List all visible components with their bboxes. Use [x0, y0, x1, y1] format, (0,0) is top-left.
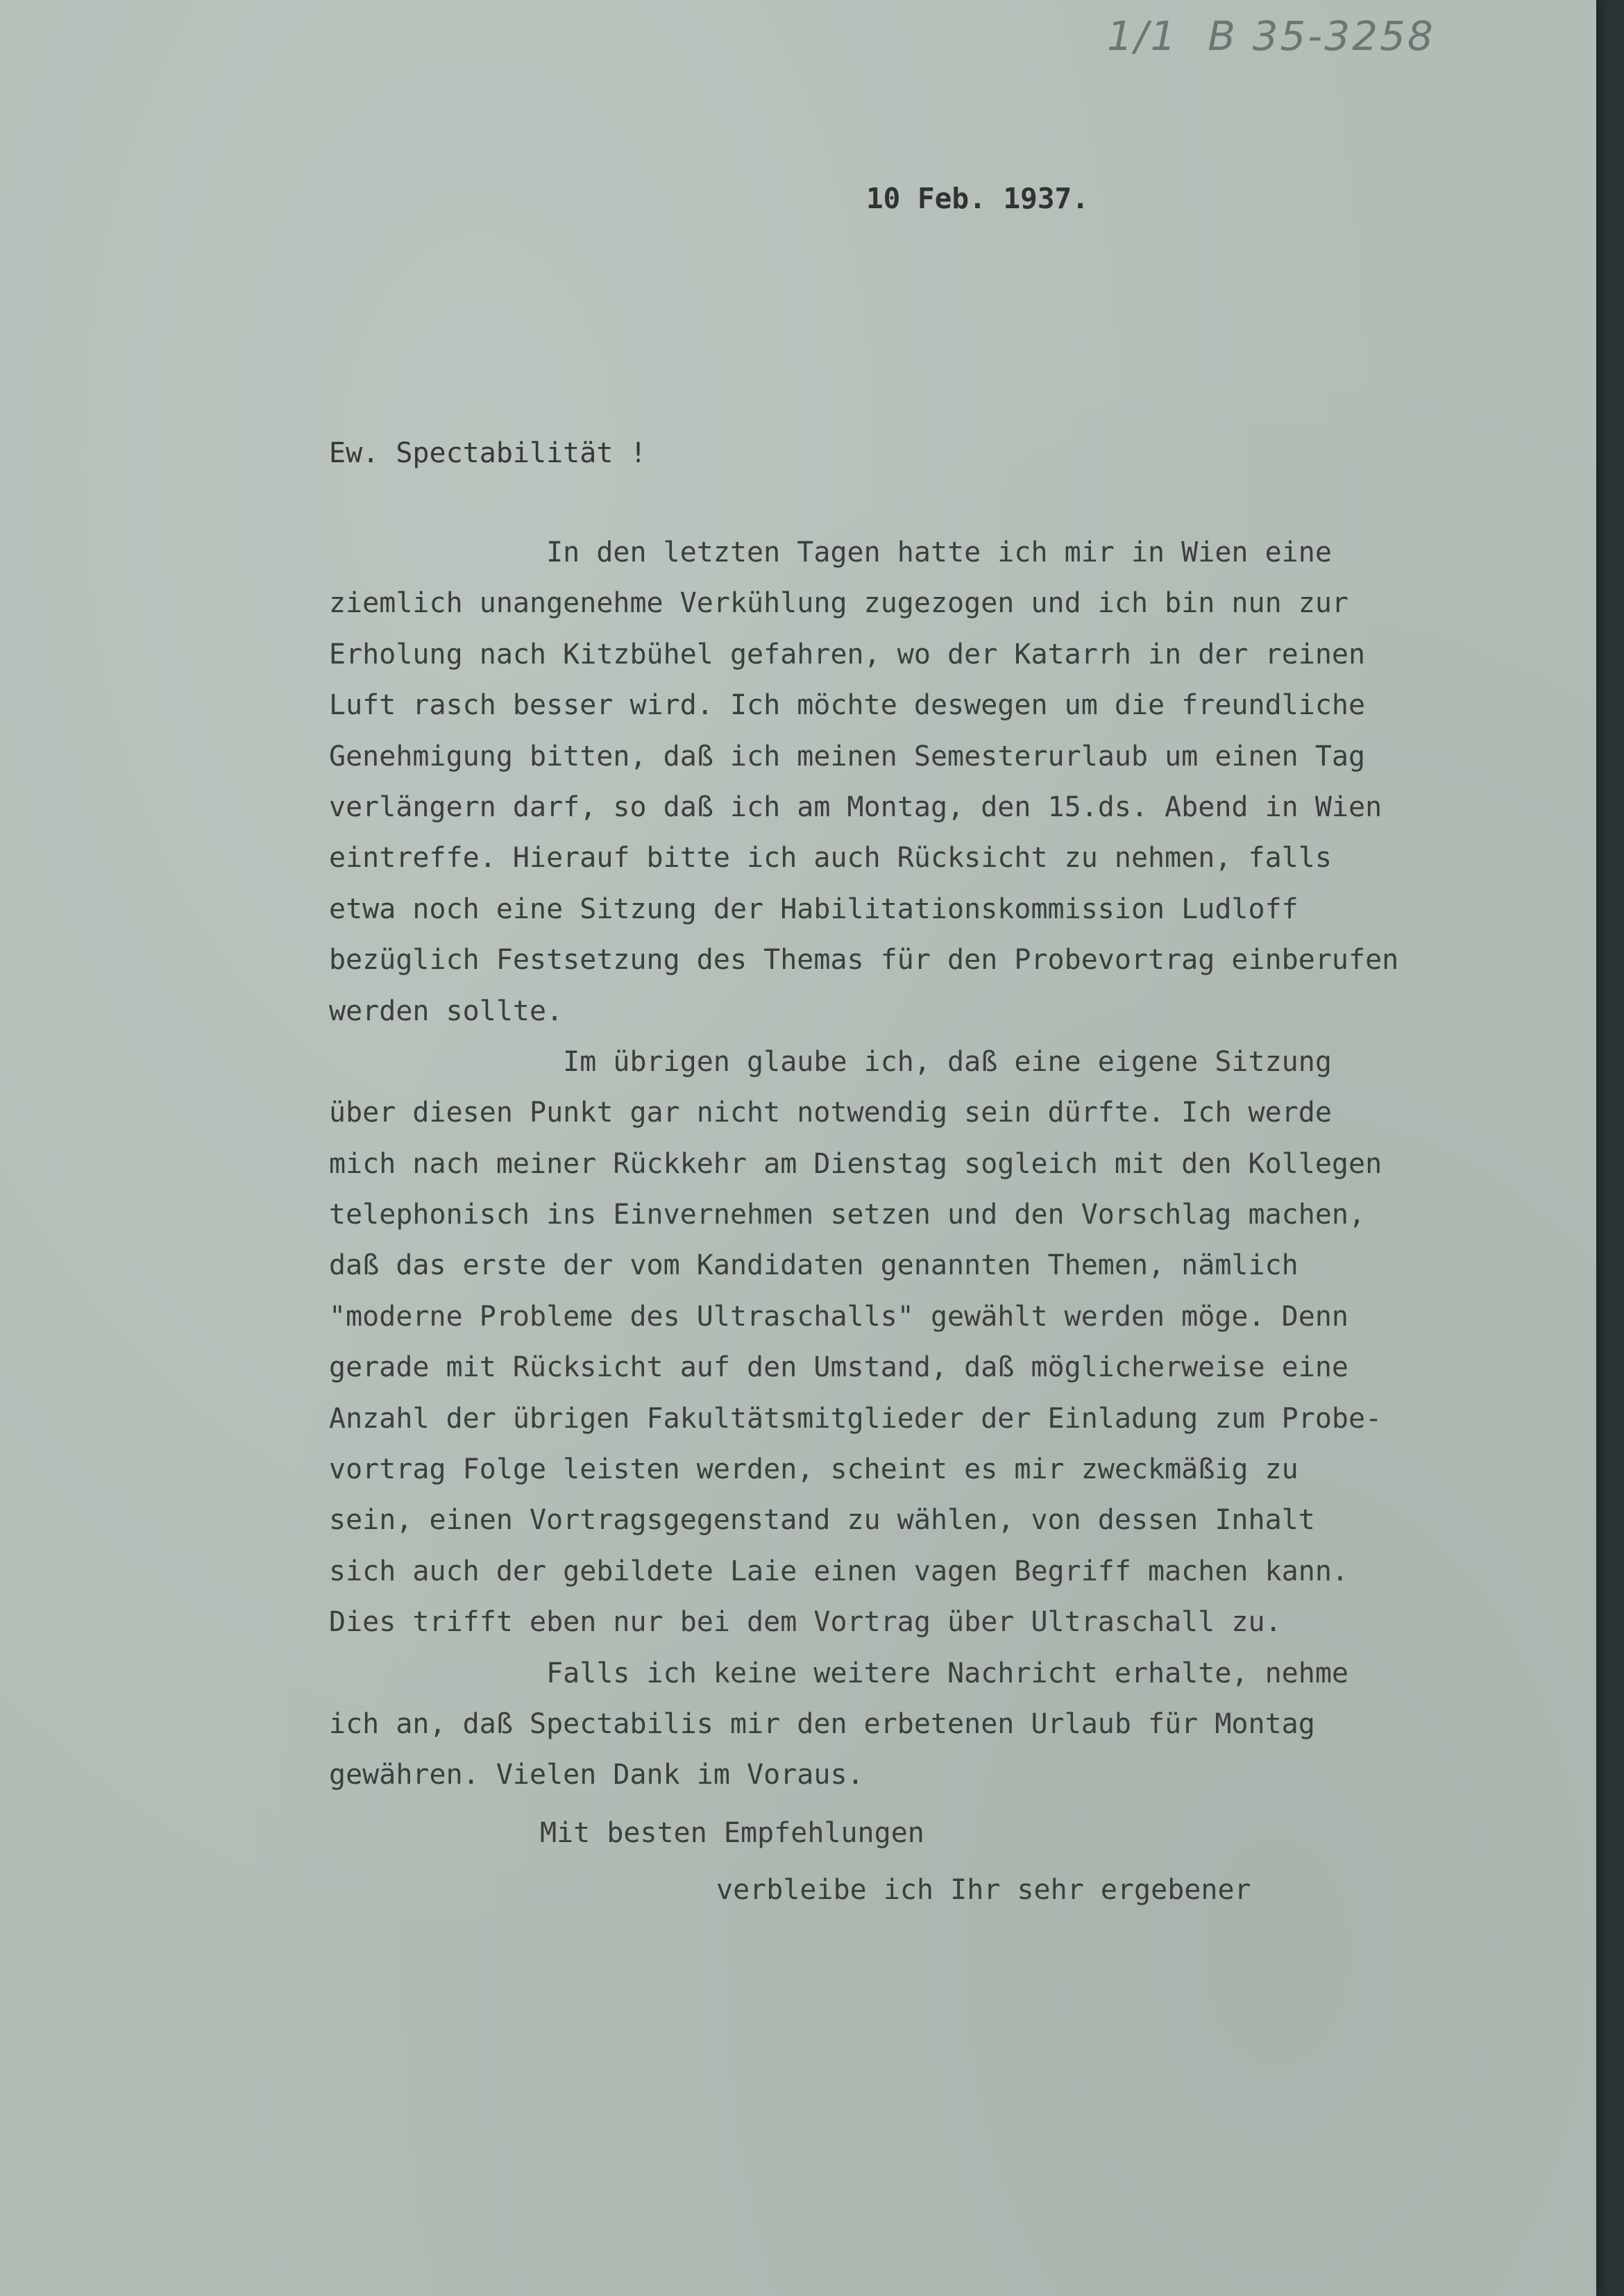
- body-line: Dies trifft eben nur bei dem Vortrag über Ultraschall zu.: [329, 1606, 1282, 1639]
- body-line: werden sollte.: [329, 995, 564, 1027]
- body-line: über diesen Punkt gar nicht notwendig sein dürfte. Ich werde: [329, 1097, 1332, 1129]
- body-line: ich an, daß Spectabilis mir den erbetenen Urlaub für Montag: [329, 1707, 1315, 1740]
- archive-number: 1/1 B 35-3258: [1107, 12, 1435, 60]
- body-line: "moderne Probleme des Ultraschalls" gewählt werden möge. Denn: [329, 1300, 1349, 1333]
- body-line: etwa noch eine Sitzung der Habilitationskommission Ludloff: [329, 893, 1299, 925]
- body-line: telephonisch ins Einvernehmen setzen und den Vorschlag machen,: [329, 1199, 1366, 1231]
- body-line: gewähren. Vielen Dank im Voraus.: [329, 1759, 864, 1791]
- body-line: vortrag Folge leisten werden, scheint es mir zweckmäßig zu: [329, 1453, 1299, 1486]
- body-line: Falls ich keine weitere Nachricht erhalte, nehme: [329, 1657, 1349, 1689]
- body-line: mich nach meiner Rückkehr am Dienstag sogleich mit den Kollegen: [329, 1147, 1382, 1180]
- body-line: Im übrigen glaube ich, daß eine eigene Sitzung: [329, 1045, 1332, 1078]
- letter-date: 10 Feb. 1937.: [866, 182, 1089, 215]
- body-line: daß das erste der vom Kandidaten genannten Themen, nämlich: [329, 1249, 1299, 1282]
- body-line: sich auch der gebildete Laie einen vagen Begriff machen kann.: [329, 1555, 1349, 1587]
- body-line: ziemlich unangenehme Verkühlung zugezogen und ich bin nun zur: [329, 587, 1349, 620]
- body-line: Anzahl der übrigen Fakultätsmitglieder der Einladung zum Probe-: [329, 1402, 1382, 1435]
- body-line: bezüglich Festsetzung des Themas für den Probevortrag einberufen: [329, 944, 1399, 977]
- body-line: In den letzten Tagen hatte ich mir in Wien eine: [329, 537, 1332, 568]
- body-line: Luft rasch besser wird. Ich möchte deswegen um die freundliche: [329, 689, 1366, 722]
- body-line: eintreffe. Hierauf bitte ich auch Rücksicht zu nehmen, falls: [329, 842, 1332, 875]
- closing-signoff: verbleibe ich Ihr sehr ergebener: [716, 1874, 1251, 1906]
- body-line: sein, einen Vortragsgegenstand zu wählen, von dessen Inhalt: [329, 1504, 1315, 1537]
- salutation: Ew. Spectabilität !: [329, 437, 647, 469]
- closing-greeting: Mit besten Empfehlungen: [540, 1817, 924, 1849]
- body-line: gerade mit Rücksicht auf den Umstand, daß möglicherweise eine: [329, 1351, 1349, 1384]
- body-line: Erholung nach Kitzbühel gefahren, wo der Katarrh in der reinen: [329, 638, 1366, 670]
- letter-body: [329, 527, 1592, 1801]
- body-line: verlängern darf, so daß ich am Montag, den 15.ds. Abend in Wien: [329, 791, 1382, 823]
- body-line: Genehmigung bitten, daß ich meinen Semesterurlaub um einen Tag: [329, 740, 1366, 773]
